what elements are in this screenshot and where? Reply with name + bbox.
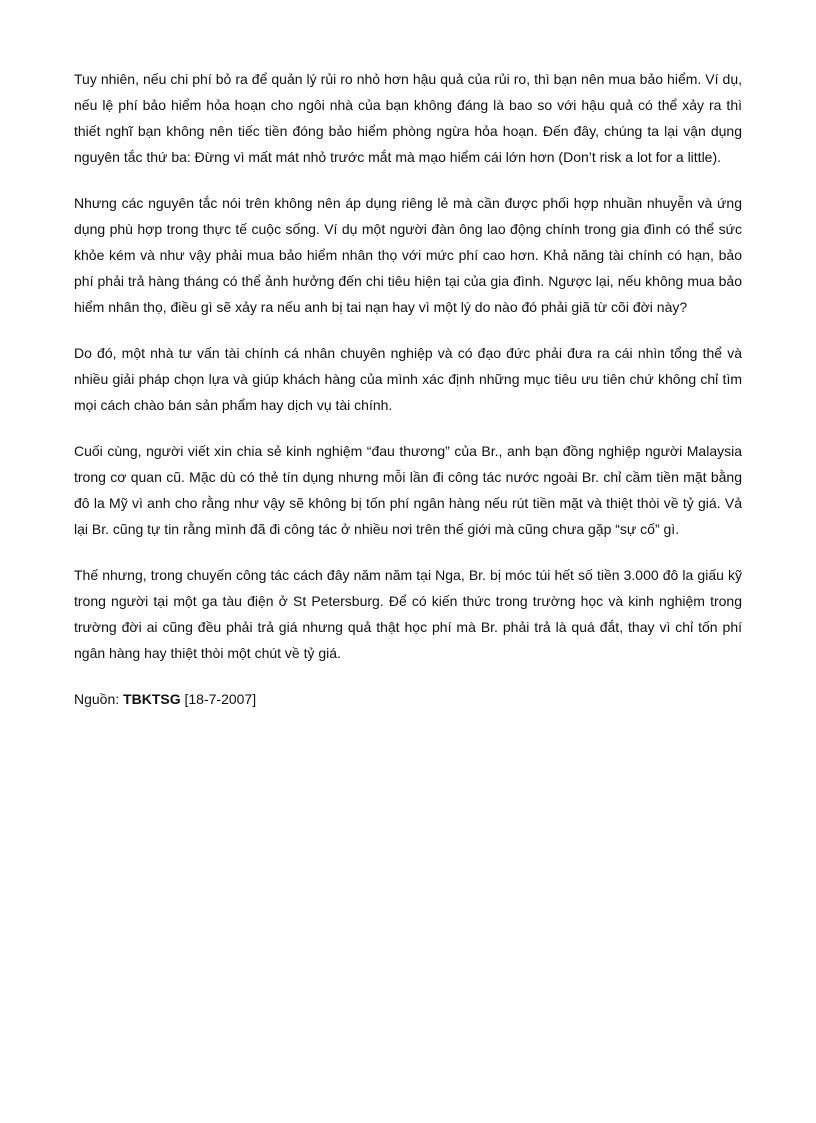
paragraph-pickpocket-story: Thế nhưng, trong chuyến công tác cách đây năm năm tại Nga, Br. bị móc túi hết số tiền 3.000 đô la giấu kỹ trong người tại một ga tàu điện ở St Petersburg. Để có kiến thức trong trường học và kinh nghiệm trong trường đời ai cũng đều phải trả giá nhưng quả thật học phí mà Br. phải trả là quá đắt, thay vì chỉ tốn phí ngân hàng hay thiệt thòi một chút về tỷ giá.	[74, 567, 742, 661]
source-line	[74, 686, 742, 712]
source-date: [18-7-2007]	[184, 691, 257, 707]
source-name: TBKTSG	[123, 691, 181, 707]
paragraph-combined-principles: Nhưng các nguyên tắc nói trên không nên áp dụng riêng lẻ mà cần được phối hợp nhuần nhuyễn và ứng dụng phù hợp trong thực tế cuộc sống. Ví dụ một người đàn ông lao động chính trong gia đình có thể sức khỏe kém và như vậy phải mua bảo hiểm nhân thọ với mức phí cao hơn. Khả năng tài chính có hạn, bảo phí phải trả hàng tháng có thể ảnh hưởng đến chi tiêu hiện tại của gia đình. Ngược lại, nếu không mua bảo hiểm nhân thọ, điều gì sẽ xảy ra nếu anh bị tai nạn hay vì một lý do nào đó phải giã từ cõi đời này?	[74, 195, 742, 315]
paragraph-insurance-cost: Tuy nhiên, nếu chi phí bỏ ra để quản lý rủi ro nhỏ hơn hậu quả của rủi ro, thì bạn nên mua bảo hiểm. Ví dụ, nếu lệ phí bảo hiểm hỏa hoạn cho ngôi nhà của bạn không đáng là bao so với hậu quả có thể xảy ra thì thiết nghĩ bạn không nên tiếc tiền đóng bảo hiểm phòng ngừa hỏa hoạn. Đến đây, chúng ta lại vận dụng nguyên tắc thứ ba: Đừng vì mất mát nhỏ trước mắt mà mạo hiểm cái lớn hơn (Don’t risk a lot for a little).	[74, 71, 742, 165]
paragraph-colleague-experience: Cuối cùng, người viết xin chia sẻ kinh nghiệm “đau thương” của Br., anh bạn đồng nghiệp người Malaysia trong cơ quan cũ. Mặc dù có thẻ tín dụng nhưng mỗi lần đi công tác nước ngoài Br. chỉ cầm tiền mặt bằng đô la Mỹ vì anh cho rằng như vậy sẽ không bị tốn phí ngân hàng nếu rút tiền mặt và thiệt thòi về tỷ giá. Vả lại Br. cũng tự tin rằng mình đã đi công tác ở nhiều nơi trên thế giới mà cũng chưa gặp “sự cố” gì.	[74, 443, 742, 537]
document-page	[74, 66, 742, 712]
paragraph-financial-advisor: Do đó, một nhà tư vấn tài chính cá nhân chuyên nghiệp và có đạo đức phải đưa ra cái nhìn tổng thể và nhiều giải pháp chọn lựa và giúp khách hàng của mình xác định những mục tiêu ưu tiên chứ không chỉ tìm mọi cách chào bán sản phẩm hay dịch vụ tài chính.	[74, 345, 742, 413]
source-label: Nguồn:	[74, 691, 120, 707]
